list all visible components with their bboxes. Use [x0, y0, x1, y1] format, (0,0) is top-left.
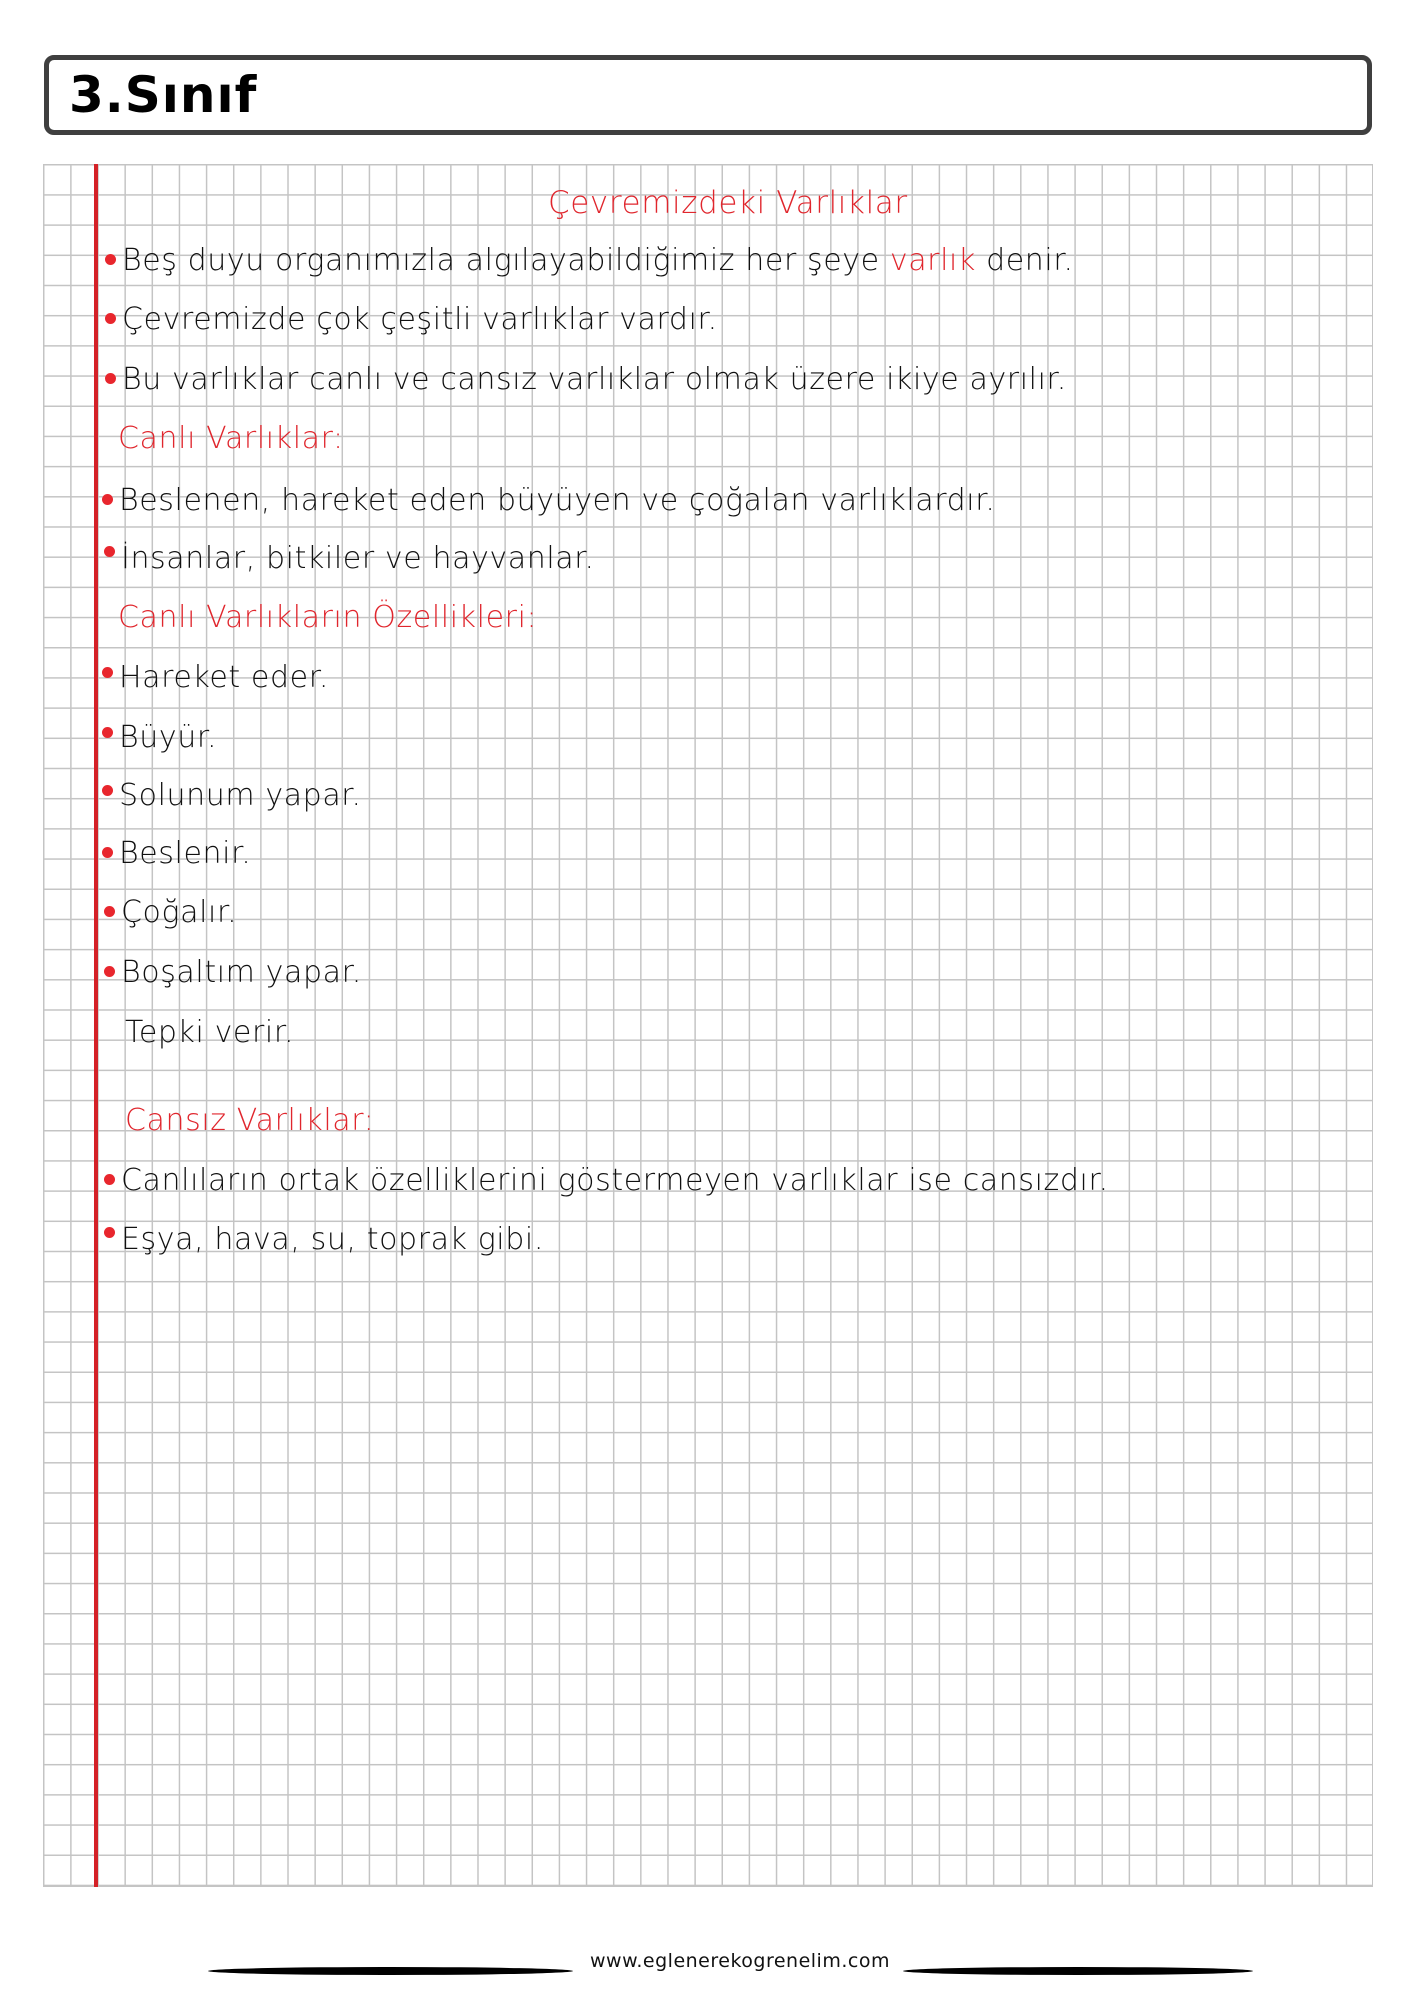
nonliving-item-1: Canlıların ortak özelliklerini göstermeyen varlıklar ise cansızdır. [104, 1166, 1109, 1196]
bullet-icon [104, 546, 115, 557]
bullet-icon [105, 373, 116, 384]
footer-left-swoosh [208, 1967, 573, 1975]
feature-item: Beslenir. [102, 839, 251, 869]
nonliving-heading: Cansız Varlıklar: [125, 1103, 375, 1138]
footer [0, 1950, 1414, 1990]
intro-line-3: Bu varlıklar canlı ve cansız varlıklar olmak üzere ikiye ayrılır. [105, 365, 1067, 395]
header-box [44, 55, 1372, 135]
living-item-1: Beslenen, hareket eden büyüyen ve çoğalan varlıklardır. [102, 486, 996, 516]
bullet-icon [102, 847, 113, 858]
footer-right-swoosh [903, 1967, 1253, 1975]
grade-title: 3.Sınıf [69, 66, 258, 124]
feature-item: Büyür. [102, 723, 217, 753]
bullet-icon [105, 254, 116, 265]
feature-item: Solunum yapar. [102, 781, 362, 811]
bullet-icon [102, 667, 113, 678]
nonliving-item-2: Eşya, hava, su, toprak gibi. [104, 1225, 544, 1255]
feature-item-extra: Tepki verir. [125, 1015, 295, 1050]
bullet-icon [102, 494, 113, 505]
living-heading: Canlı Varlıklar: [118, 421, 344, 456]
living-item-2: İnsanlar, bitkiler ve hayvanlar. [104, 544, 595, 574]
bullet-icon [102, 727, 113, 738]
bullet-icon [104, 966, 115, 977]
highlight-word: varlık [889, 243, 976, 278]
bullet-icon [102, 785, 113, 796]
page-title: Çevremizdeki Varlıklar [548, 185, 908, 221]
bullet-icon [104, 1174, 115, 1185]
margin-line [94, 164, 98, 1887]
footer-website: www.eglenerekogrenelim.com [590, 1950, 890, 1972]
bullet-icon [104, 1227, 115, 1238]
bullet-icon [105, 313, 116, 324]
intro-line-1: Beş duyu organımızla algılayabildiğimiz her şeye varlık denir. [105, 246, 1074, 276]
intro-line-2: Çevremizde çok çeşitli varlıklar vardır. [105, 305, 718, 335]
bullet-icon [104, 906, 115, 917]
feature-item: Hareket eder. [102, 663, 329, 693]
features-heading: Canlı Varlıkların Özellikleri: [118, 600, 538, 635]
feature-item: Çoğalır. [104, 898, 237, 928]
feature-item: Boşaltım yapar. [104, 958, 362, 988]
